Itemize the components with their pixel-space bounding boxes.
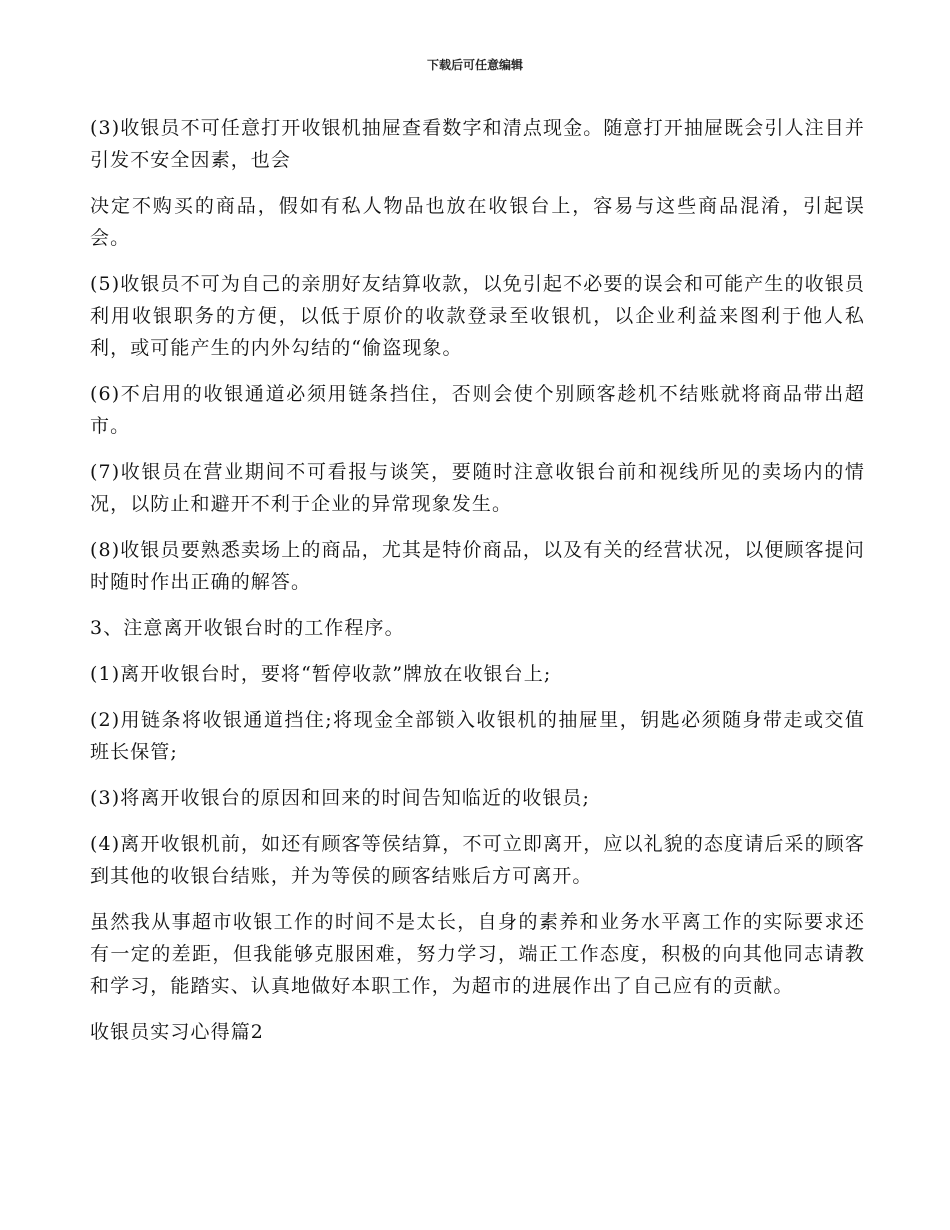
page-header: 下载后可任意编辑 [426,58,523,72]
paragraph: (6)不启用的收银通道必须用链条挡住，否则会使个别顾客趁机不结账就将商品带出超市。 [90,383,865,437]
section-heading: 3、注意离开收银台时的工作程序。 [90,617,405,639]
paragraph: (7)收银员在营业期间不可看报与谈笑，要随时注意收银台前和视线所见的卖场内的情况，以防止和避开不利于企业的异常现象发生。 [90,461,865,515]
paragraph: 决定不购买的商品，假如有私人物品也放在收银台上，容易与这些商品混淆，引起误会。 [90,195,865,249]
paragraph: (1)离开收银台时，要将“暂停收款”牌放在收银台上; [90,663,552,685]
section-title: 收银员实习心得篇2 [90,1021,264,1043]
document-body [90,112,865,1062]
paragraph: (5)收银员不可为自己的亲朋好友结算收款，以免引起不必要的误会和可能产生的收银员利用收银职务的方便，以低于原价的收款登录至收银机，以企业利益来图利于他人私利，或可能产生的内外勾结的“偷盗现象。 [90,273,865,359]
paragraph: (3)收银员不可任意打开收银机抽屉查看数字和清点现金。随意打开抽屉既会引人注目并引发不安全因素，也会 [90,117,865,171]
paragraph: (8)收银员要熟悉卖场上的商品，尤其是特价商品，以及有关的经营状况，以便顾客提问时随时作出正确的解答。 [90,539,865,593]
paragraph: (4)离开收银机前，如还有顾客等侯结算，不可立即离开，应以礼貌的态度请后采的顾客到其他的收银台结账，并为等侯的顾客结账后方可离开。 [90,833,865,887]
paragraph: (3)将离开收银台的原因和回来的时间告知临近的收银员; [90,787,591,809]
paragraph: (2)用链条将收银通道挡住;将现金全部锁入收银机的抽屉里，钥匙必须随身带走或交值班长保管; [90,709,865,763]
paragraph: 虽然我从事超市收银工作的时间不是太长，自身的素养和业务水平离工作的实际要求还有一定的差距，但我能够克服困难，努力学习，端正工作态度，积极的向其他同志请教和学习，能踏实、认真地做好本职工作，为超市的进展作出了自己应有的贡献。 [90,911,865,997]
